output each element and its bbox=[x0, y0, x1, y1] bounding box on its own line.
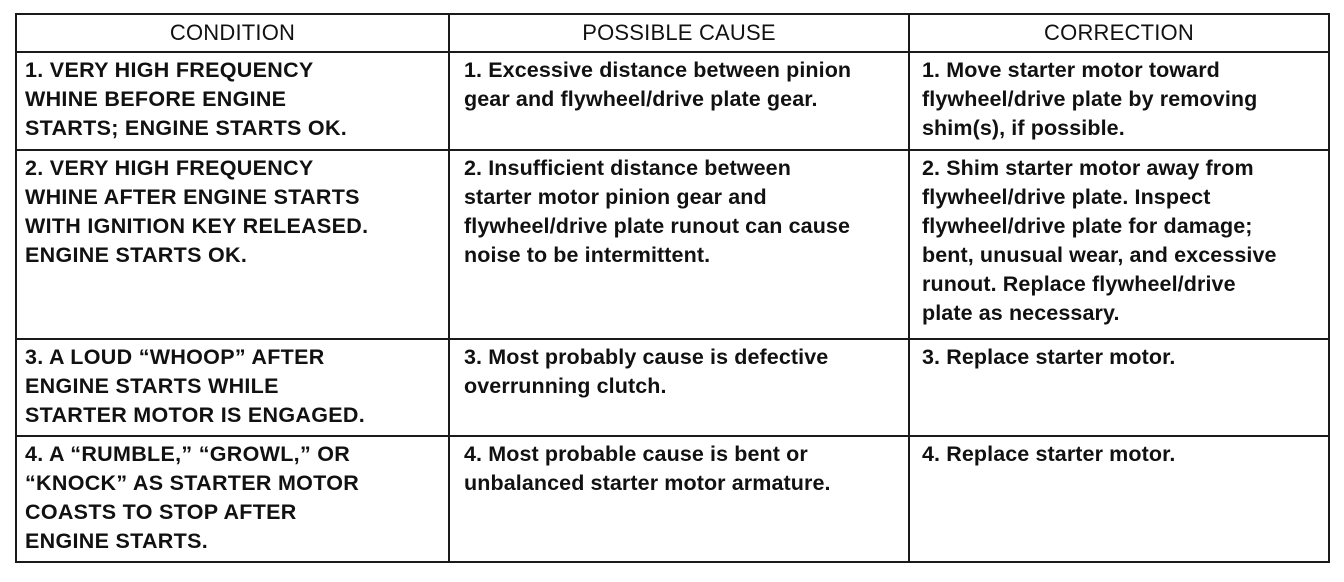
cause-cell bbox=[449, 150, 909, 339]
condition-text: 2. VERY HIGH FREQUENCY WHINE AFTER ENGINE STARTS WITH IGNITION KEY RELEASED. ENGINE STARTS OK. bbox=[25, 156, 369, 267]
correction-cell bbox=[909, 339, 1329, 436]
correction-text: 2. Shim starter motor away from flywheel/drive plate. Inspect flywheel/drive plate for damage; bent, unusual wear, and excessive runout. Replace flywheel/drive plate as necessary. bbox=[922, 156, 1277, 325]
table-row bbox=[16, 436, 1329, 562]
header-condition: CONDITION bbox=[16, 14, 449, 52]
cause-cell bbox=[449, 436, 909, 562]
diagnosis-table-container bbox=[15, 13, 1328, 563]
correction-cell bbox=[909, 436, 1329, 562]
correction-cell bbox=[909, 150, 1329, 339]
table-row bbox=[16, 339, 1329, 436]
cause-text: 2. Insufficient distance between starter motor pinion gear and flywheel/drive plate runout can cause noise to be intermittent. bbox=[464, 156, 851, 267]
condition-cell bbox=[16, 436, 449, 562]
condition-text: 1. VERY HIGH FREQUENCY WHINE BEFORE ENGINE STARTS; ENGINE STARTS OK. bbox=[25, 58, 348, 140]
cause-text: 3. Most probably cause is defective overrunning clutch. bbox=[464, 345, 829, 398]
header-possible-cause: POSSIBLE CAUSE bbox=[449, 14, 909, 52]
condition-text: 4. A “RUMBLE,” “GROWL,” OR “KNOCK” AS STARTER MOTOR COASTS TO STOP AFTER ENGINE STARTS. bbox=[25, 442, 360, 553]
condition-cell bbox=[16, 339, 449, 436]
correction-cell bbox=[909, 52, 1329, 150]
condition-cell bbox=[16, 52, 449, 150]
correction-text: 1. Move starter motor toward flywheel/drive plate by removing shim(s), if possible. bbox=[922, 58, 1258, 140]
table-row bbox=[16, 52, 1329, 150]
cause-cell bbox=[449, 339, 909, 436]
table-row bbox=[16, 150, 1329, 339]
condition-cell bbox=[16, 150, 449, 339]
diagnosis-table bbox=[15, 13, 1330, 563]
table-header-row bbox=[16, 14, 1329, 52]
condition-text: 3. A LOUD “WHOOP” AFTER ENGINE STARTS WHILE STARTER MOTOR IS ENGAGED. bbox=[25, 345, 365, 427]
header-correction: CORRECTION bbox=[909, 14, 1329, 52]
correction-text: 4. Replace starter motor. bbox=[922, 442, 1176, 466]
cause-cell bbox=[449, 52, 909, 150]
correction-text: 3. Replace starter motor. bbox=[922, 345, 1176, 369]
cause-text: 1. Excessive distance between pinion gear and flywheel/drive plate gear. bbox=[464, 58, 852, 111]
cause-text: 4. Most probable cause is bent or unbalanced starter motor armature. bbox=[464, 442, 831, 495]
